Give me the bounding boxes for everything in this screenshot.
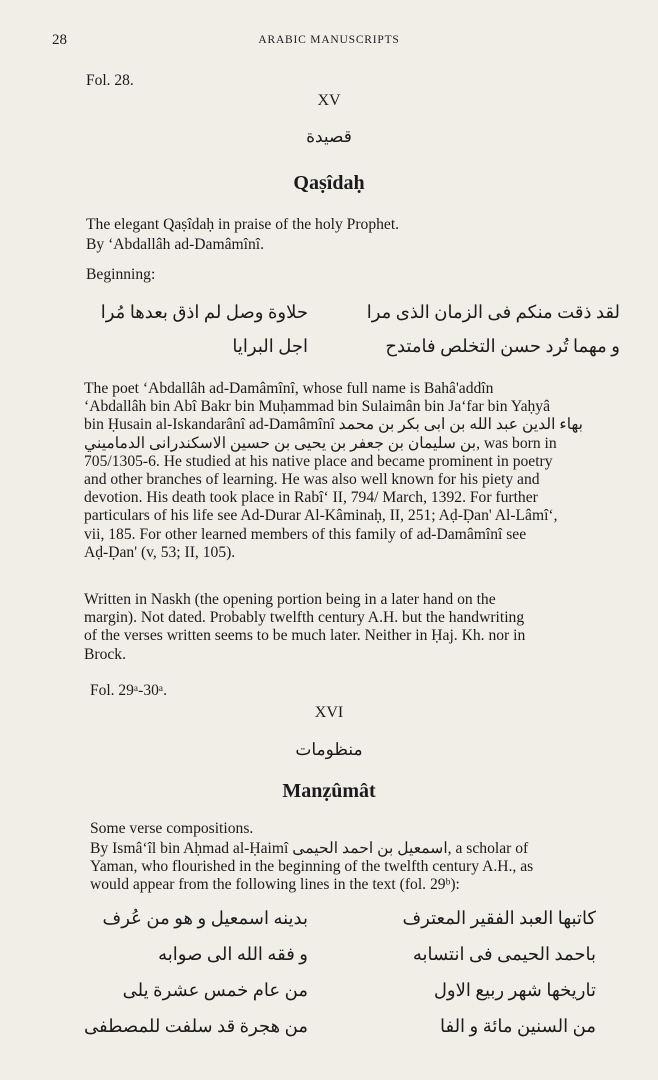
body-line: bin Ḥusain al-Iskandarânî ad-Damâmînî بهاء الدين عبد الله بن ابى بكر بن محمد: [84, 416, 583, 434]
entry-number: XV: [317, 92, 341, 109]
body-line: particulars of his life see Ad-Durar Al-Kâminaḥ, II, 251; Aḍ-Ḍan' Al-Lâmî‘,: [84, 507, 558, 525]
verse-left: حلاوة وصل لم اذق بعدها مُرا: [100, 302, 308, 322]
body-line: Brock.: [84, 645, 127, 663]
script-paragraph: [84, 591, 624, 664]
author-paragraph: [90, 840, 625, 895]
description-line: The elegant Qaṣîdaḥ in praise of the holy Prophet.: [86, 216, 400, 233]
verse-left: من عام خمس عشرة يلى: [122, 980, 308, 1000]
body-line: of the verses written seems to be much later. Neither in Ḥaj. Kh. nor in: [84, 627, 526, 645]
verse-right: كاتبها العبد الفقير المعترف: [402, 908, 596, 928]
verse-left: من هجرة قد سلفت للمصطفى: [83, 1016, 308, 1036]
verse-right: تاريخها شهر ربيع الاول: [433, 980, 596, 1000]
body-line: 705/1305-6. He studied at his native place and became prominent in poetry: [84, 452, 553, 470]
body-line: and other branches of learning. He was also well known for his piety and: [84, 471, 540, 489]
body-line: بن سليمان بن جعفر بن يحيى بن حسين الاسكندرانى الدماميني, was born in: [84, 434, 557, 452]
body-line: Written in Naskh (the opening portion being in a later hand on the: [84, 591, 496, 608]
verse-right: باحمد الحيمى فى انتسابه: [412, 944, 596, 964]
folio-reference: Fol. 28.: [86, 72, 134, 89]
body-line: The poet ‘Abdallâh ad-Damâmînî, whose full name is Bahâ'addîn: [84, 380, 494, 397]
verse-left: و فقه الله الى صوابه: [158, 944, 308, 964]
body-line: Yaman, who flourished in the beginning of the twelfth century A.H., as: [90, 858, 534, 876]
body-line: ‘Abdallâh bin Abî Bakr bin Muḥammad bin Sulaimân bin Ja‘far bin Yaḥyâ: [84, 398, 551, 416]
body-line: vii, 185. For other learned members of this family of ad-Damâmînî see: [84, 525, 527, 543]
author-line: By ‘Abdallâh ad-Damâmînî.: [86, 236, 264, 253]
running-title: ARABIC MANUSCRIPTS: [258, 34, 400, 46]
entry-title: Manẓûmât: [282, 780, 376, 802]
verse-right: لقد ذقت منكم فى الزمان الذى مرا: [366, 302, 620, 322]
verse-right: من السنين مائة و الفا: [439, 1016, 596, 1036]
body-line: By Ismâ‘îl bin Aḥmad al-Ḥaimî اسمعيل بن احمد الحيمى, a scholar of: [90, 840, 529, 857]
description-line: Some verse compositions.: [90, 820, 254, 837]
verse-left: اجل البرايا: [232, 336, 308, 356]
entry-number: XVI: [314, 704, 344, 721]
body-line: margin). Not dated. Probably twelfth century A.H. but the handwriting: [84, 609, 525, 627]
folio-reference: Fol. 29ᵃ-30ᵃ.: [90, 682, 167, 699]
arabic-title: قصيدة: [306, 127, 352, 146]
body-line: devotion. His death took place in Rabî‘ II, 794/ March, 1392. For further: [84, 489, 538, 507]
verse-right: و مهما تُرد حسن التخلص فامتدح: [385, 336, 620, 356]
biography-paragraph: [84, 380, 624, 562]
verse-left: بدينه اسمعيل و هو من عُرف: [102, 908, 308, 928]
entry-title: Qaṣîdaḥ: [293, 172, 365, 194]
arabic-title: منظومات: [295, 740, 363, 759]
page-number: 28: [52, 32, 67, 48]
body-line: would appear from the following lines in the text (fol. 29ᵇ):: [90, 876, 460, 894]
body-line: Aḍ-Ḍan' (v, 53; II, 105).: [84, 543, 236, 561]
beginning-label: Beginning:: [86, 266, 156, 283]
